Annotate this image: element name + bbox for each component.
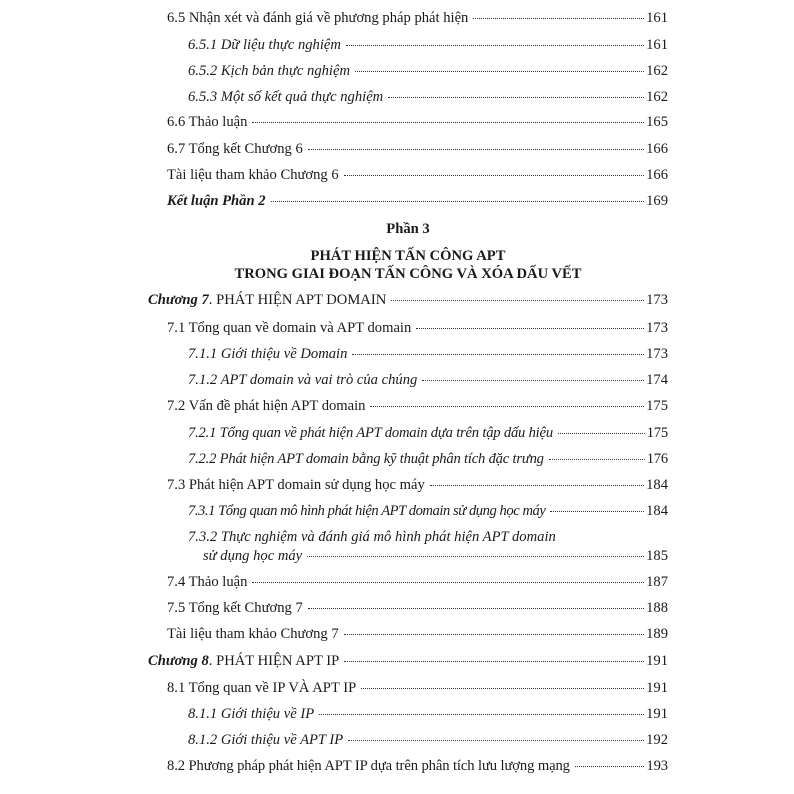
toc-entry-label: 8.1 Tổng quan về IP VÀ APT IP	[167, 680, 357, 696]
toc-page-number: 184	[646, 477, 668, 493]
toc-entry-label: 6.5 Nhận xét và đánh giá về phương pháp phát hiện	[167, 10, 469, 26]
leader-dots	[416, 328, 644, 329]
leader-dots	[575, 766, 645, 767]
toc-entry-6-7[interactable]	[167, 139, 668, 159]
leader-dots	[348, 740, 644, 741]
toc-page-number: 173	[646, 346, 668, 362]
toc-entry-label: 7.2 Vấn đề phát hiện APT domain	[167, 398, 366, 414]
toc-entry-8-1-1[interactable]	[188, 704, 668, 724]
toc-page-number: 162	[646, 89, 668, 105]
toc-entry-references-ch7[interactable]	[167, 624, 668, 644]
leader-dots	[308, 608, 644, 609]
toc-page-number: 166	[646, 141, 668, 157]
toc-page-number: 166	[646, 167, 668, 183]
toc-page-number: 162	[646, 63, 668, 79]
leader-dots	[308, 149, 644, 150]
toc-page-number: 169	[646, 193, 668, 209]
leader-dots	[346, 45, 644, 46]
toc-page-number: 191	[646, 680, 668, 696]
toc-chapter-label	[148, 290, 386, 310]
toc-entry-7-4[interactable]	[167, 572, 668, 592]
toc-page-number: 187	[646, 574, 668, 590]
toc-entry-label: Kết luận Phần 2	[167, 193, 266, 209]
toc-page-number: 161	[646, 10, 668, 26]
toc-entry-label: 7.5 Tổng kết Chương 7	[167, 600, 303, 616]
toc-entry-7-1-2[interactable]	[188, 370, 668, 390]
toc-page-number: 175	[646, 398, 668, 414]
toc-entry-6-5[interactable]	[167, 8, 668, 28]
toc-entry-7-3-2-line-1[interactable]: 7.3.2 Thực nghiệm và đánh giá mô hình phát hiện APT domain	[188, 529, 556, 545]
toc-entry-label: 7.1 Tổng quan về domain và APT domain	[167, 320, 412, 336]
toc-page-number: 188	[646, 600, 668, 616]
chapter-prefix: Chương 8	[148, 653, 209, 669]
leader-dots	[252, 582, 644, 583]
leader-dots	[422, 380, 644, 381]
toc-page-number: 175	[646, 425, 668, 441]
toc-chapter-7[interactable]	[148, 290, 668, 310]
toc-entry-references-ch6[interactable]	[167, 165, 668, 185]
toc-entry-label: 6.5.2 Kịch bản thực nghiệm	[188, 63, 350, 79]
toc-entry-label: 7.3 Phát hiện APT domain sử dụng học máy	[167, 477, 425, 493]
part-heading: Phần 3	[386, 221, 430, 237]
toc-page-number: 176	[646, 451, 668, 467]
toc-entry-label: 7.2.1 Tổng quan về phát hiện APT domain dựa trên tập dấu hiệu	[188, 425, 553, 441]
toc-entry-label: 8.2 Phương pháp phát hiện APT IP dựa trên phân tích lưu lượng mạng	[167, 758, 570, 774]
part-title-line-2: TRONG GIAI ĐOẠN TẤN CÔNG VÀ XÓA DẤU VẾT	[234, 266, 582, 282]
toc-entry-label: Tài liệu tham khảo Chương 7	[167, 626, 339, 642]
toc-entry-label: 7.1.2 APT domain và vai trò của chúng	[188, 372, 418, 388]
toc-entry-6-5-2[interactable]	[188, 61, 668, 81]
toc-chapter-label	[148, 651, 339, 671]
toc-page-number: 185	[646, 548, 668, 564]
leader-dots	[271, 201, 645, 202]
toc-entry-label: 7.3.1 Tổng quan mô hình phát hiện APT domain sử dụng học máy	[188, 503, 546, 519]
toc-chapter-8[interactable]	[148, 651, 668, 671]
toc-entry-label: 6.5.1 Dữ liệu thực nghiệm	[188, 37, 341, 53]
leader-dots	[252, 122, 644, 123]
leader-dots	[344, 661, 644, 662]
leader-dots	[344, 634, 644, 635]
toc-page-number: 191	[646, 653, 668, 669]
toc-entry-label: 7.1.1 Giới thiệu về Domain	[188, 346, 348, 362]
toc-entry-8-1-2[interactable]	[188, 730, 668, 750]
leader-dots	[549, 459, 645, 460]
toc-entry-6-5-3[interactable]	[188, 87, 668, 107]
toc-entry-label: 6.6 Thảo luận	[167, 114, 248, 130]
toc-entry-7-2[interactable]	[167, 396, 668, 416]
leader-dots	[319, 714, 644, 715]
toc-page-number: 173	[646, 320, 668, 336]
toc-entry-label: 6.7 Tổng kết Chương 6	[167, 141, 303, 157]
toc-entry-label: 7.4 Thảo luận	[167, 574, 248, 590]
chapter-title: . PHÁT HIỆN APT DOMAIN	[208, 292, 387, 308]
toc-entry-7-2-2[interactable]	[188, 449, 668, 469]
leader-dots	[361, 688, 644, 689]
leader-dots	[430, 485, 644, 486]
leader-dots	[307, 556, 644, 557]
toc-entry-label: sử dụng học máy	[203, 548, 303, 564]
leader-dots	[344, 175, 644, 176]
leader-dots	[391, 300, 644, 301]
leader-dots	[355, 71, 644, 72]
leader-dots	[558, 433, 645, 434]
chapter-title: . PHÁT HIỆN APT IP	[208, 653, 340, 669]
toc-page-number: 191	[646, 706, 668, 722]
toc-entry-7-2-1[interactable]	[188, 423, 668, 443]
toc-page-number: 165	[646, 114, 668, 130]
leader-dots	[388, 97, 644, 98]
chapter-prefix: Chương 7	[148, 292, 209, 308]
toc-page-number: 193	[646, 758, 668, 774]
toc-entry-7-1[interactable]	[167, 318, 668, 338]
toc-entry-label: Tài liệu tham khảo Chương 6	[167, 167, 339, 183]
toc-entry-conclusion-part2[interactable]	[167, 191, 668, 211]
toc-page-number: 161	[646, 37, 668, 53]
toc-entry-8-2[interactable]	[167, 756, 668, 776]
toc-entry-7-3[interactable]	[167, 475, 668, 495]
toc-page-number: 192	[646, 732, 668, 748]
toc-entry-label: 8.1.2 Giới thiệu về APT IP	[188, 732, 344, 748]
toc-page-number: 173	[646, 292, 668, 308]
toc-page-number: 184	[646, 503, 668, 519]
toc-entry-label: 6.5.3 Một số kết quả thực nghiệm	[188, 89, 384, 105]
toc-entry-8-1[interactable]	[167, 678, 668, 698]
leader-dots	[370, 406, 644, 407]
leader-dots	[473, 18, 644, 19]
leader-dots	[550, 511, 644, 512]
toc-entry-7-5[interactable]	[167, 598, 668, 618]
toc-entry-6-6[interactable]	[167, 112, 668, 132]
toc-entry-7-3-1[interactable]	[188, 501, 668, 521]
toc-entry-label: 8.1.1 Giới thiệu về IP	[188, 706, 315, 722]
part-title-line-1: PHÁT HIỆN TẤN CÔNG APT	[310, 248, 506, 264]
toc-entry-7-1-1[interactable]	[188, 344, 668, 364]
toc-entry-label: 7.2.2 Phát hiện APT domain bằng kỹ thuật phân tích đặc trưng	[188, 451, 544, 467]
toc-page-number: 174	[646, 372, 668, 388]
toc-entry-6-5-1[interactable]	[188, 35, 668, 55]
toc-entry-7-3-2[interactable]	[203, 546, 668, 566]
leader-dots	[352, 354, 644, 355]
toc-page-number: 189	[646, 626, 668, 642]
